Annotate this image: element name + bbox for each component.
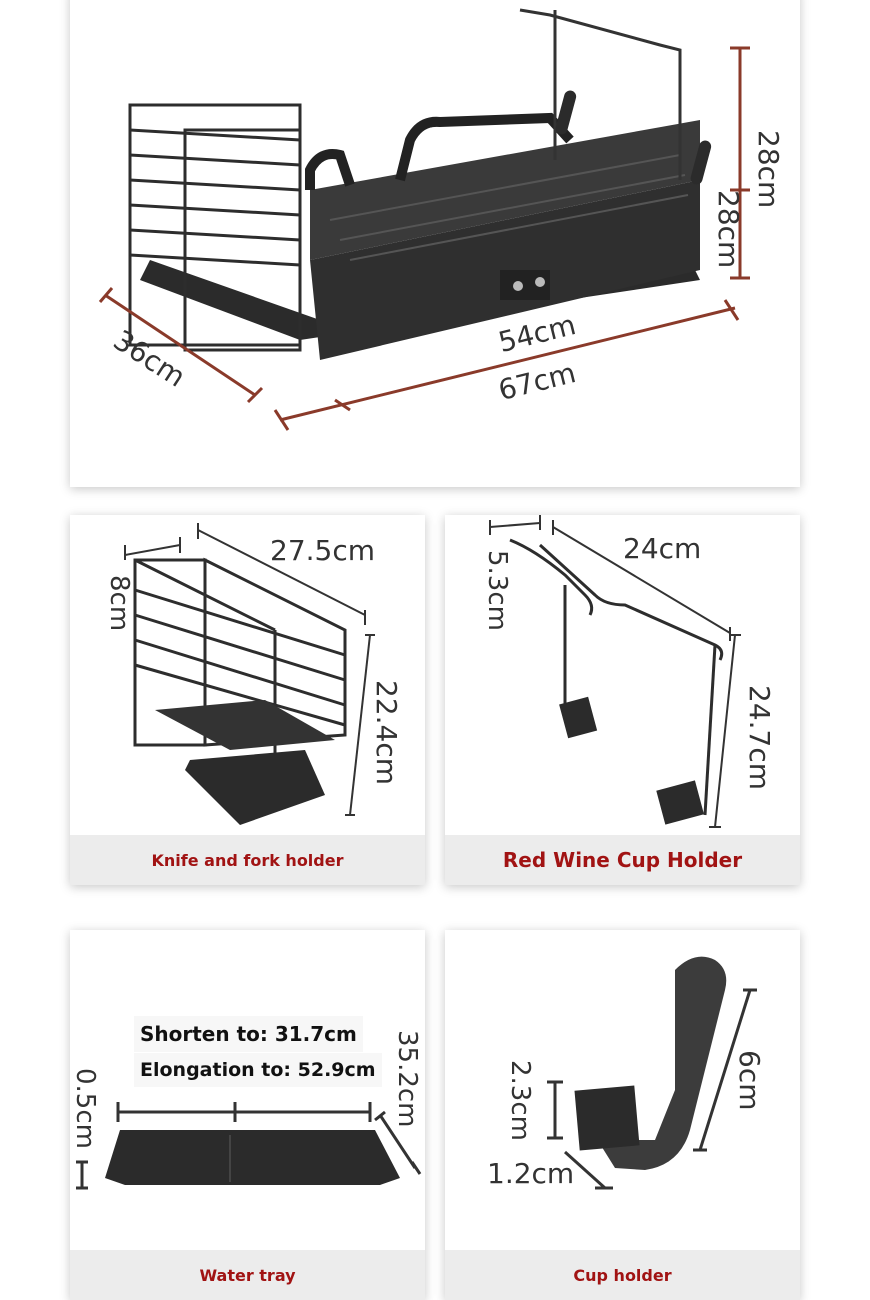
- tray-depth-label: 35.2cm: [392, 1030, 422, 1128]
- water-tray-card: [70, 930, 425, 1300]
- cup-holder-card: [445, 930, 800, 1300]
- wine-cup-holder-card: [445, 515, 800, 885]
- cup-clip-label: 2.3cm: [505, 1060, 535, 1141]
- wine-height-label: 24.7cm: [743, 685, 776, 791]
- main-width-outer-label: 67cm: [495, 356, 580, 407]
- cup-height-label: 6cm: [733, 1050, 766, 1111]
- knife-fork-holder-card: [70, 515, 425, 885]
- shorten-label: Shorten to: 31.7cm: [134, 1016, 363, 1052]
- main-rack-illustration: [70, 0, 800, 487]
- wine-width-label: 5.3cm: [482, 550, 512, 631]
- main-height-outer-label: 28cm: [752, 130, 785, 209]
- knife-width-label: 8cm: [104, 575, 134, 632]
- wine-length-label: 24cm: [623, 532, 702, 565]
- water-tray-caption: Water tray: [70, 1250, 425, 1300]
- knife-length-label: 27.5cm: [270, 534, 376, 567]
- main-depth-label: 36cm: [107, 323, 192, 394]
- main-height-inner-label: 28cm: [712, 190, 745, 269]
- main-width-inner-label: 54cm: [495, 308, 580, 359]
- cup-holder-caption: Cup holder: [445, 1250, 800, 1300]
- wine-cup-holder-caption: Red Wine Cup Holder: [445, 835, 800, 885]
- main-rack-card: [70, 0, 800, 487]
- tray-height-label: 0.5cm: [70, 1068, 100, 1149]
- water-tray-illustration: [70, 930, 425, 1250]
- elongation-label: Elongation to: 52.9cm: [134, 1053, 382, 1087]
- knife-height-label: 22.4cm: [370, 680, 403, 786]
- cup-width-label: 1.2cm: [487, 1157, 575, 1190]
- knife-fork-holder-caption: Knife and fork holder: [70, 835, 425, 885]
